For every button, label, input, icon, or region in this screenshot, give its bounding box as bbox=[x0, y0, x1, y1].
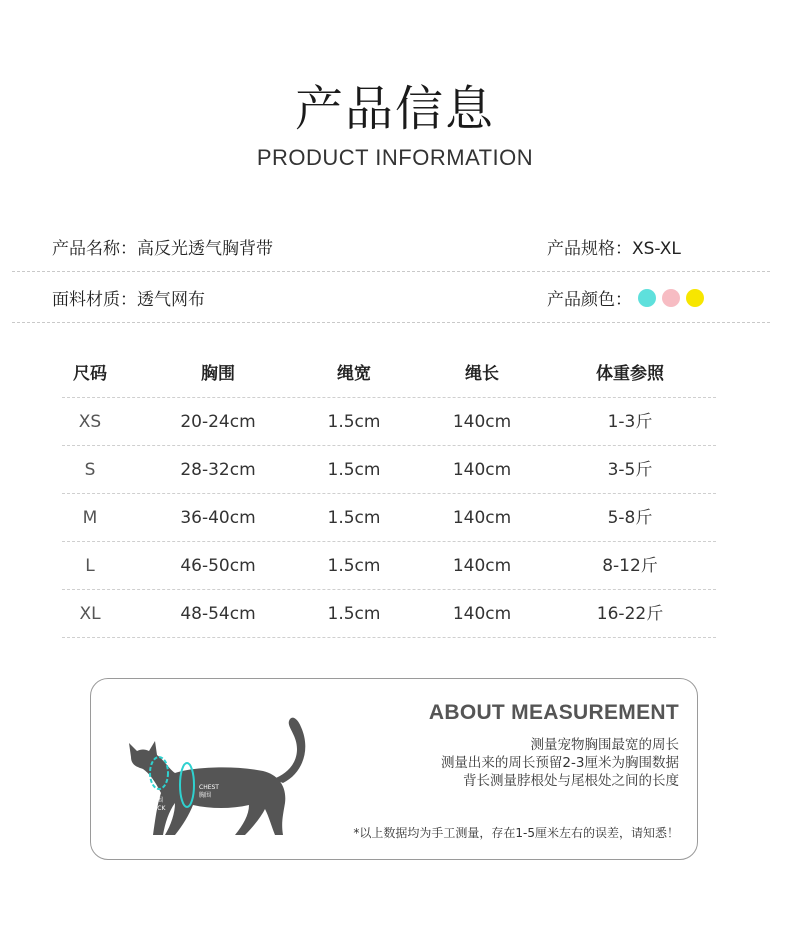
cell-chest: 48-54cm bbox=[180, 604, 256, 624]
cell-strap-width: 1.5cm bbox=[327, 508, 381, 528]
cell-strap-width: 1.5cm bbox=[327, 604, 381, 624]
header-size: 尺码 bbox=[73, 364, 107, 384]
measurement-line-1: 测量宠物胸围最宽的周长 bbox=[530, 737, 679, 753]
product-name: 产品名称：高反光透气胸背带 bbox=[52, 239, 273, 259]
header-weight: 体重参照 bbox=[596, 364, 664, 384]
cell-weight: 3-5斤 bbox=[607, 460, 653, 480]
cat-measurement-icon bbox=[113, 699, 313, 839]
color-swatch-cyan[interactable] bbox=[638, 289, 656, 307]
measurement-note: *以上数据均为手工测量，存在1-5厘米左右的误差，请知悉！ bbox=[353, 826, 679, 840]
table-row bbox=[62, 398, 716, 446]
cell-chest: 28-32cm bbox=[180, 460, 256, 480]
color-label: 产品颜色： bbox=[547, 290, 632, 310]
cell-strap-width: 1.5cm bbox=[327, 412, 381, 432]
cell-strap-length: 140cm bbox=[452, 460, 512, 480]
page-subtitle: PRODUCT INFORMATION bbox=[256, 145, 534, 170]
cell-weight: 16-22斤 bbox=[596, 604, 664, 624]
cell-chest: 36-40cm bbox=[180, 508, 256, 528]
cell-weight: 8-12斤 bbox=[602, 556, 658, 576]
measurement-panel bbox=[90, 678, 698, 860]
header-strap-length: 绳长 bbox=[465, 364, 499, 384]
product-material: 面料材质：透气网布 bbox=[52, 290, 205, 310]
cell-size: S bbox=[84, 460, 96, 480]
table-row bbox=[62, 494, 716, 542]
measurement-line-2: 测量出来的周长预留2-3厘米为胸围数据 bbox=[440, 755, 679, 771]
cell-size: XL bbox=[79, 604, 101, 624]
neck-en-label: NECK bbox=[149, 805, 166, 812]
table-row bbox=[62, 590, 716, 638]
chest-en-label: CHEST bbox=[199, 784, 219, 791]
measurement-title: ABOUT MEASUREMENT bbox=[428, 701, 679, 724]
product-spec: 产品规格：XS-XL bbox=[547, 239, 681, 259]
chest-cn-label: 胸围 bbox=[199, 792, 212, 799]
cell-strap-width: 1.5cm bbox=[327, 556, 381, 576]
page-title: 产品信息 bbox=[294, 81, 495, 137]
table-row bbox=[62, 446, 716, 494]
cell-strap-length: 140cm bbox=[452, 508, 512, 528]
table-row bbox=[62, 542, 716, 590]
cell-strap-width: 1.5cm bbox=[327, 460, 381, 480]
neck-cn-label: 脖围 bbox=[151, 797, 164, 804]
cell-strap-length: 140cm bbox=[452, 556, 512, 576]
cell-weight: 1-3斤 bbox=[607, 412, 653, 432]
color-swatch-yellow[interactable] bbox=[686, 289, 704, 307]
cell-size: XS bbox=[78, 412, 102, 432]
cell-chest: 20-24cm bbox=[180, 412, 256, 432]
header-chest: 胸围 bbox=[201, 364, 235, 384]
cell-chest: 46-50cm bbox=[180, 556, 256, 576]
info-row-name-spec bbox=[12, 224, 770, 272]
cell-strap-length: 140cm bbox=[452, 604, 512, 624]
color-swatch-pink[interactable] bbox=[662, 289, 680, 307]
cell-strap-length: 140cm bbox=[452, 412, 512, 432]
table-header-row bbox=[62, 350, 716, 398]
cell-size: L bbox=[85, 556, 95, 576]
product-colors bbox=[547, 285, 704, 310]
cell-weight: 5-8斤 bbox=[607, 508, 653, 528]
cell-size: M bbox=[82, 508, 98, 528]
measurement-line-3: 背长测量脖根处与尾根处之间的长度 bbox=[463, 773, 679, 789]
info-row-material-color bbox=[12, 275, 770, 323]
size-table bbox=[62, 350, 716, 638]
header-strap-width: 绳宽 bbox=[337, 364, 371, 384]
